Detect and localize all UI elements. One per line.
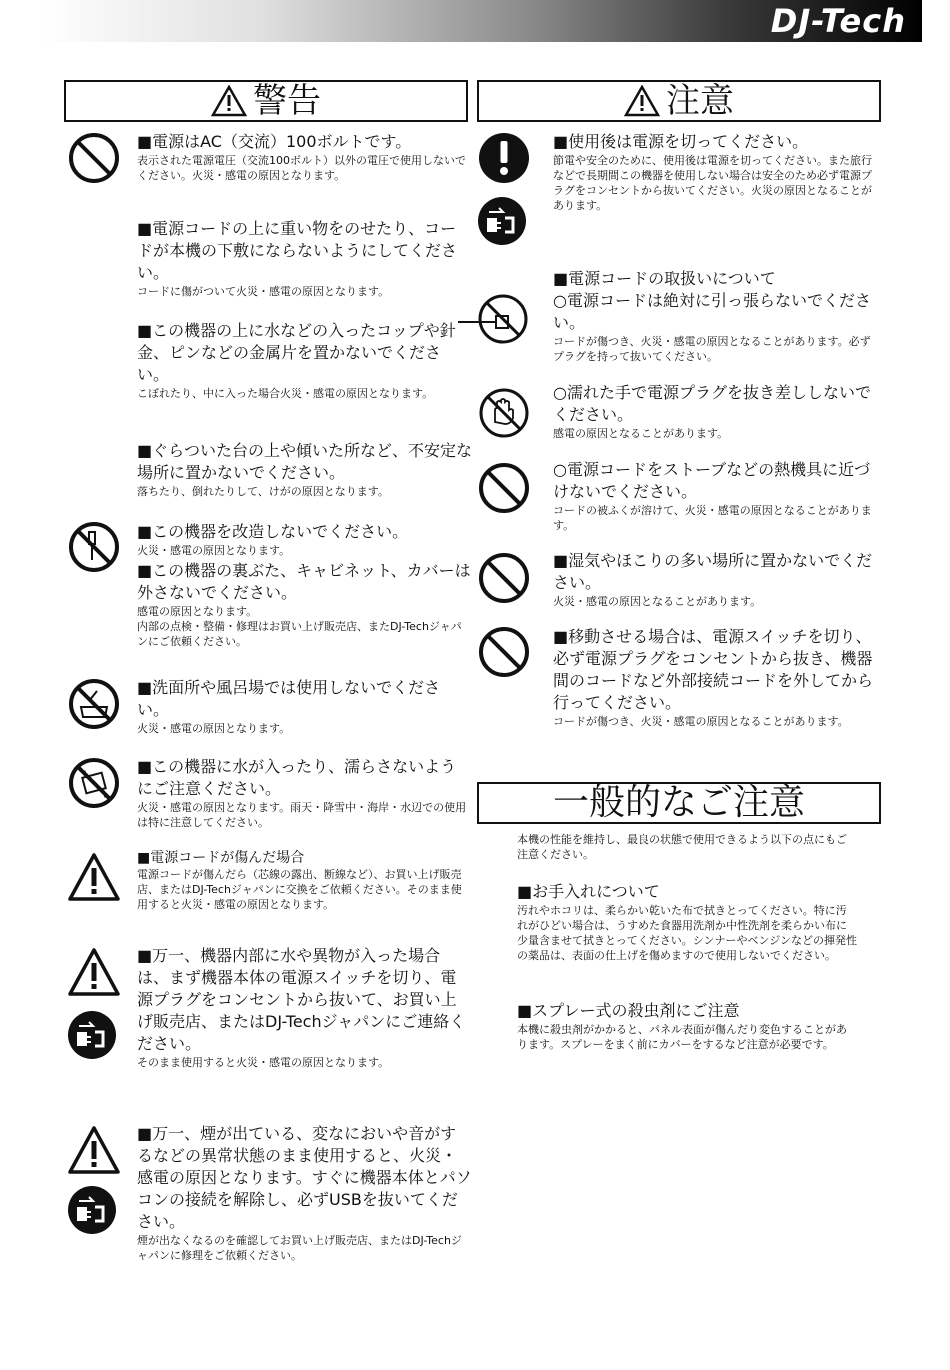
caution-item-subheading: ○電源コードは絶対に引っ張らないでください。: [553, 291, 871, 332]
caution-item-body: コードが傷つき、火災・感電の原因となることがあります。: [553, 715, 849, 728]
warning-item: [137, 320, 472, 401]
warning-title-box: [64, 80, 468, 122]
warning-item: [137, 677, 472, 736]
unplug-icon: [67, 1185, 117, 1235]
caution-item: [553, 268, 873, 364]
prohibition-icon: [477, 625, 531, 679]
general-item: [517, 881, 857, 963]
prohibition-icon: [477, 461, 531, 515]
caution-title: 注意: [666, 81, 734, 121]
warning-item-body: 落ちたり、倒れたりして、けがの原因となります。: [137, 485, 389, 498]
warning-triangle-icon: [211, 85, 247, 117]
warning-item: [137, 945, 472, 1070]
warning-item-body: 煙が出なくなるのを確認してお買い上げ販売店、またはDJ-Techジャパンに修理をご依頼ください。: [137, 1234, 462, 1262]
caution-item-heading: ■移動させる場合は、電源スイッチを切り、必ず電源プラグをコンセントから抜き、機器間のコードなど外部接続コードを外してから行ってください。: [553, 627, 874, 712]
general-item: [517, 1000, 857, 1052]
warning-item-body: コードに傷がついて火災・感電の原因となります。: [137, 285, 390, 298]
caution-title-box: [477, 80, 881, 122]
no-disassembly-icon: [67, 520, 121, 574]
warning-item-body: そのまま使用すると火災・感電の原因となります。: [137, 1056, 390, 1069]
caution-item-heading: ■使用後は電源を切ってください。: [553, 132, 809, 151]
caution-item: [553, 459, 873, 533]
warning-item-body: 電源コードが傷んだら（芯線の露出、断線など）、お買い上げ販売店、またはDJ-Techジャパンに交換をご依頼ください。そのまま使用すると火災・感電の原因となります。: [137, 868, 462, 911]
warning-item-heading: ■電源コードの上に重い物をのせたり、コードが本機の下敷にならないようにしてください。: [137, 219, 458, 282]
warning-item: [137, 560, 472, 649]
caution-item-body: コードが傷つき、火災・感電の原因となることがあります。必ずプラグを持って抜いてください。: [553, 335, 871, 363]
warning-item: [137, 440, 472, 499]
general-title-box: [477, 782, 881, 824]
general-item-heading: ■お手入れについて: [517, 882, 660, 901]
warning-item: [137, 131, 472, 183]
caution-item-heading: ○濡れた手で電源プラグを抜き差ししないでください。: [553, 383, 871, 424]
warning-item-heading: ■万一、機器内部に水や異物が入った場合は、まず機器本体の電源スイッチを切り、電源プラグをコンセントから抜いて、お買い上げ販売店、またはDJ-Techジャパンにご連絡ください。: [137, 946, 466, 1053]
prohibition-icon: [67, 131, 121, 185]
no-water-icon: [67, 756, 121, 810]
unplug-icon: [477, 196, 527, 246]
caution-item: [553, 550, 873, 609]
general-item-heading: ■スプレー式の殺虫剤にご注意: [517, 1001, 740, 1020]
warning-item: [137, 1123, 472, 1263]
warning-item-heading: ■この機器を改造しないでください。: [137, 522, 409, 541]
warning-item: [137, 218, 472, 299]
warning-item-heading: ■この機器の上に水などの入ったコップや針金、ピンなどの金属片を置かないでください。: [137, 321, 456, 384]
warning-item-heading: ■この機器の裏ぶた、キャビネット、カバーは外さないでください。: [137, 561, 471, 602]
warning-item-heading: ■洗面所や風呂場では使用しないでください。: [137, 678, 441, 719]
warning-item-body: 火災・感電の原因となります。: [137, 544, 291, 557]
warning-item-heading: ■電源コードが傷んだ場合: [137, 850, 305, 866]
warning-item-body: 火災・感電の原因となります。雨天・降雪中・海岸・水辺での使用は特に注意してください。: [137, 801, 467, 829]
caution-item: [553, 131, 873, 213]
warning-item: [137, 521, 472, 558]
warning-item: [137, 756, 472, 830]
caution-triangle-icon: [67, 852, 121, 902]
warning-triangle-icon: [624, 85, 660, 117]
caution-triangle-icon: [67, 947, 121, 997]
warning-item-body: 感電の原因となります。: [137, 605, 258, 618]
warning-item-heading: ■万一、煙が出ている、変なにおいや音がするなどの異常状態のまま使用すると、火災・感電の原因となります。すぐに機器本体とパソコンの接続を解除し、必ずUSBを抜いてください。: [137, 1124, 472, 1231]
prohibition-icon: [477, 551, 531, 605]
warning-title: 警告: [253, 81, 321, 121]
general-item-body: 本機に殺虫剤がかかると、パネル表面が傷んだり変色することがあります。スプレーをまく前にカバーをするなど注意が必要です。: [517, 1023, 847, 1051]
warning-item-heading: ■この機器に水が入ったり、濡らさないようにご注意ください。: [137, 757, 457, 798]
brand-logo: DJ-Tech: [770, 2, 906, 40]
caution-item-heading: ■電源コードの取扱いについて: [553, 269, 776, 288]
caution-item: [553, 626, 873, 729]
caution-item-body: 節電や安全のために、使用後は電源を切ってください。また旅行などで長期間この機器を使用しない場合は安全のため必ず電源プラグをコンセントから抜いてください。火災の原因となることがあります。: [553, 154, 872, 212]
no-bath-icon: [67, 677, 121, 731]
warning-item-body: 内部の点検・整備・修理はお買い上げ販売店、またDJ-Techジャパンにご依頼ください。: [137, 620, 462, 648]
mandatory-action-icon: [477, 131, 531, 185]
warning-item-body: 火災・感電の原因となります。: [137, 722, 291, 735]
caution-item-body: 感電の原因となることがあります。: [553, 427, 729, 440]
caution-item-body: コードの被ふくが溶けて、火災・感電の原因となることがあります。: [553, 504, 872, 532]
no-wet-hands-icon: [477, 386, 531, 440]
general-item-body: 汚れやホコリは、柔らかい乾いた布で拭きとってください。特に汚れがひどい場合は、うすめた食器用洗剤か中性洗剤を柔らかい布に少量含ませて拭きとってください。シンナーやベンジンなどの揮発性の薬品は、表面の仕上げを傷めますので使用しないでください。: [517, 904, 857, 962]
caution-item-heading: ○電源コードをストーブなどの熱機具に近づけないでください。: [553, 460, 871, 501]
warning-item-heading: ■電源はAC（交流）100ボルトです。: [137, 132, 412, 151]
caution-item: [553, 382, 873, 441]
warning-item-body: こぼれたり、中に入った場合火災・感電の原因となります。: [137, 387, 434, 400]
caution-item-heading: ■湿気やほこりの多い場所に置かないでください。: [553, 551, 873, 592]
warning-item-body: 表示された電源電圧（交流100ボルト）以外の電圧で使用しないでください。火災・感電の原因となります。: [137, 154, 466, 182]
caution-triangle-icon: [67, 1125, 121, 1175]
warning-item: [137, 849, 472, 912]
warning-item-heading: ■ぐらついた台の上や傾いた所など、不安定な場所に置かないでください。: [137, 441, 472, 482]
caution-item-body: 火災・感電の原因となることがあります。: [553, 595, 762, 608]
unplug-icon: [67, 1010, 117, 1060]
general-title: 一般的なご注意: [552, 782, 805, 823]
general-intro: 本機の性能を維持し、最良の状態で使用できるよう以下の点にもご注意ください。: [517, 833, 847, 861]
